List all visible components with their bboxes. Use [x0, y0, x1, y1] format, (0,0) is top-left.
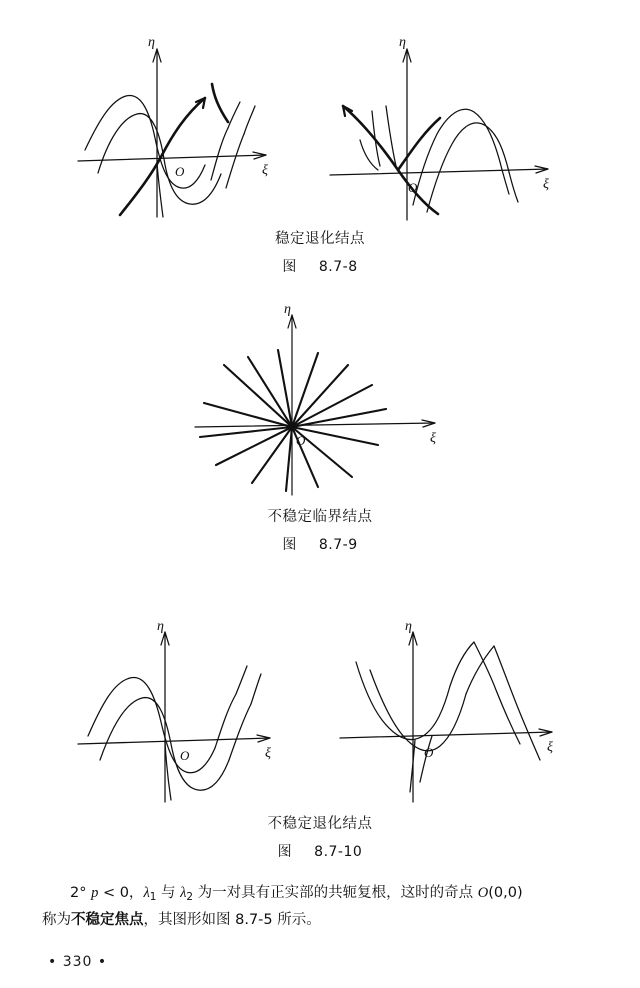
trajectory-right-6: [509, 172, 518, 202]
trajectory-r2-3: [450, 642, 474, 686]
axis-label-xi-center: ξ: [430, 431, 436, 446]
figure-8-7-10-svg: [0, 612, 640, 812]
trajectory-l2-6: [251, 674, 261, 704]
clause-called: 称为: [42, 912, 71, 929]
symbol-O: O: [477, 885, 489, 901]
figure-8-7-8-svg: [0, 22, 640, 227]
clause-lt-zero: < 0，: [98, 885, 144, 901]
clause-2-degree: 2°: [70, 885, 92, 901]
separatrix-right-b: [398, 118, 440, 170]
trajectory-l2-1: [88, 678, 215, 773]
trajectory-left-5: [228, 102, 240, 128]
figure-8-7-10: [0, 612, 640, 861]
separatrix-left-b: [212, 84, 228, 122]
page-number: • 330 •: [48, 954, 108, 970]
trajectory-left-7: [157, 162, 163, 217]
axis-label-eta-right: η: [399, 35, 406, 50]
figure-8-7-9: [0, 305, 640, 554]
ray-12: [252, 427, 292, 483]
axis-label-eta-right-2: η: [405, 619, 412, 634]
trajectory-right-1: [427, 123, 509, 212]
figure-8-7-8-number: [0, 256, 640, 276]
symbol-lambda-2-sub: 2: [186, 890, 194, 903]
axis-label-xi-left: ξ: [262, 163, 268, 178]
figure-8-7-9-graphics: [0, 305, 640, 505]
figure-label: 图: [277, 844, 293, 860]
origin-label-left: O: [175, 164, 185, 179]
figure-8-7-9-number: [0, 534, 640, 554]
figure-label: 图: [282, 259, 297, 275]
trajectory-right-2: [413, 109, 500, 205]
figure-label: 图: [282, 537, 297, 553]
trajectory-left-3: [211, 128, 228, 180]
separatrix-right: [343, 106, 438, 214]
x-axis-left: [78, 155, 266, 161]
ray-13: [216, 427, 292, 465]
symbol-O-coords: (0,0): [488, 885, 523, 901]
origin-label-left-2: O: [180, 748, 190, 763]
trajectory-left-6: [244, 106, 255, 134]
trajectory-r2-1: [356, 662, 450, 739]
trajectory-r2-5: [474, 642, 520, 744]
figure-8-7-10-caption: 不稳定退化结点: [267, 816, 373, 832]
body-paragraph: [42, 880, 602, 934]
term-unstable-focus: 不稳定焦点: [71, 912, 144, 929]
figure-8-7-8: [0, 22, 640, 276]
origin-label-right-2: O: [424, 745, 434, 760]
trajectory-left-4: [226, 134, 244, 188]
origin-label-right: O: [408, 180, 418, 195]
trajectory-l2-5: [236, 666, 247, 694]
clause-see-figure: ，其图形如图 8.7-5 所示。: [143, 912, 321, 929]
figure-number: 8.7-8: [318, 259, 358, 275]
figure-8-7-9-svg: [0, 305, 640, 505]
symbol-lambda-2: λ: [180, 885, 187, 901]
figure-8-7-9-caption: 不稳定临界结点: [267, 509, 373, 525]
trajectory-l2-4: [229, 704, 251, 760]
figure-8-7-10-number: [0, 841, 640, 861]
origin-label-center: O: [296, 433, 306, 448]
x-axis-right-2: [340, 732, 552, 738]
axis-label-eta-center: η: [284, 305, 291, 317]
ray-11: [286, 427, 292, 491]
axis-label-eta-left-2: η: [157, 619, 164, 634]
axis-label-xi-left-2: ξ: [265, 746, 271, 761]
clause-conjugate-roots: 为一对具有正实部的共轭复根，这时的奇点: [193, 885, 478, 901]
ray-14: [200, 427, 292, 437]
axis-label-xi-right-2: ξ: [547, 740, 553, 755]
figure-8-7-8-graphics: [0, 22, 640, 227]
axis-label-xi-right: ξ: [543, 177, 549, 192]
symbol-lambda-1: λ: [143, 885, 150, 901]
trajectory-l2-7: [165, 742, 171, 800]
radial-rays: [200, 350, 386, 491]
symbol-p: p: [91, 885, 99, 901]
figure-8-7-8-caption: 稳定退化结点: [275, 231, 365, 247]
axis-label-eta-left: η: [148, 35, 155, 50]
trajectory-right-5: [360, 140, 378, 170]
figure-number: 8.7-9: [318, 537, 358, 553]
clause-and: 与: [156, 885, 181, 901]
trajectory-left-1: [85, 96, 205, 189]
figure-number: 8.7-10: [314, 844, 363, 860]
symbol-lambda-1-sub: 1: [149, 890, 157, 903]
figure-8-7-10-graphics: [0, 612, 640, 812]
